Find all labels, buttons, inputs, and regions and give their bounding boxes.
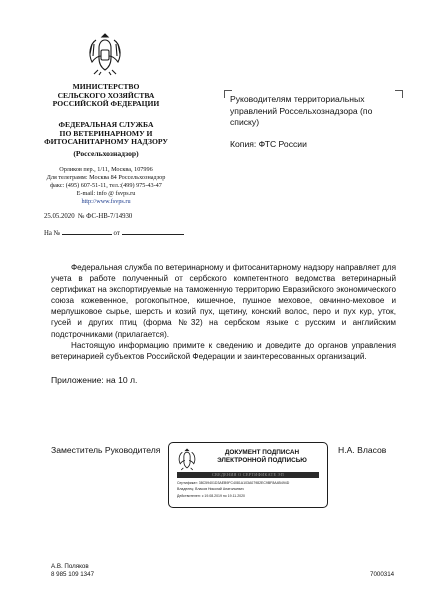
reference-number-blank [62,227,112,235]
letter-body [51,262,396,362]
stamp-certificate: Сертификат: 38C59401D3AEB9FC4081A103A07982EC9BF8A4B494D [177,481,290,485]
ministry-name [40,83,172,109]
addressee: Руководителям территориальных управлений Россельхознадзора (по списку) [230,94,373,128]
website-link[interactable]: http://www.fsvps.ru [81,198,131,205]
contact-line: Орликов пер., 1/11, Москва, 107996 [59,166,153,173]
service-line: ФЕДЕРАЛЬНАЯ СЛУЖБА [58,120,154,129]
stamp-title-line: ЭЛЕКТРОННОЙ ПОДПИСЬЮ [217,457,307,465]
coat-of-arms-icon [86,30,124,76]
ministry-line: РОССИЙСКОЙ ФЕДЕРАЦИИ [52,99,160,109]
e-signature-stamp [168,442,328,508]
registration-line [44,213,132,220]
signatory-title: Заместитель Руководителя [51,445,161,455]
reference-prefix: На № [44,230,61,237]
document-code: 7000314 [370,571,395,578]
ministry-line: СЕЛЬСКОГО ХОЗЯЙСТВА [57,90,155,100]
contact-line: факс: (495) 607-51-11, тел.:(499) 975-43-47 [50,182,162,189]
stamp-validity: Действителен: с 19.08.2019 по 19.11.2020 [177,493,245,498]
service-abbreviation: (Россельхознадзор) [73,149,139,158]
reference-date-blank [122,227,184,235]
ministry-line: МИНИСТЕРСТВО [72,82,140,91]
coat-of-arms-icon [177,447,197,471]
service-name [40,121,172,147]
reference-line [44,227,184,237]
stamp-details [177,480,323,499]
contact-email: E-mail: info @ fsvps.ru [76,190,136,197]
service-line: ФИТОСАНИТАРНОМУ НАДЗОРУ [44,137,168,147]
registration-date: 25.05.2020 [44,213,75,220]
service-line: ПО ВЕТЕРИНАРНОМУ И [59,128,153,138]
signatory-name: Н.А. Власов [338,445,387,455]
attachment-note: Приложение: на 10 л. [51,375,138,385]
executor-name: А.В. Поляков [51,563,89,570]
stamp-owner: Владелец: Власов Николай Анатольевич [177,487,244,492]
stamp-certificate-bar: СВЕДЕНИЯ О СЕРТИФИКАТЕ ЭП [177,472,319,478]
stamp-title-line: ДОКУМЕНТ ПОДПИСАН [224,449,300,456]
copy-recipient: Копия: ФТС России [230,139,307,149]
body-paragraph: Федеральная служба по ветеринарному и фитосанитарному надзору направляет для учета в работе полученный от сербского компетентного ведомства ветеринарный сертификат на экспортируемые на таможенную территорию Евразийского экономического союза кожевенное, рогокопытное, кишечное, пушное меховое, овчинно-меховое и мерлушковое сырье, шерсть и козий пух, щетину, конский волос, перо и пух кур, уток, гусей и других птиц (форма №32) на сербском языке с русским и английским подстрочниками (прилагается). [51,263,396,339]
stamp-title [201,449,323,465]
executor-block [51,563,94,579]
body-paragraph: Настоящую информацию примите к сведению и доведите до органов управления ветеринарией субъектов Российской Федерации и заинтересованных организаций. [51,340,396,361]
contact-line: Для телеграмм: Москва 84 Россельхознадзор [46,174,166,181]
contact-block [40,166,172,206]
executor-phone: 8 985 109 1347 [51,571,95,579]
registration-number: № ФС-НВ-7/14930 [78,213,133,220]
reference-from: от [113,230,120,237]
